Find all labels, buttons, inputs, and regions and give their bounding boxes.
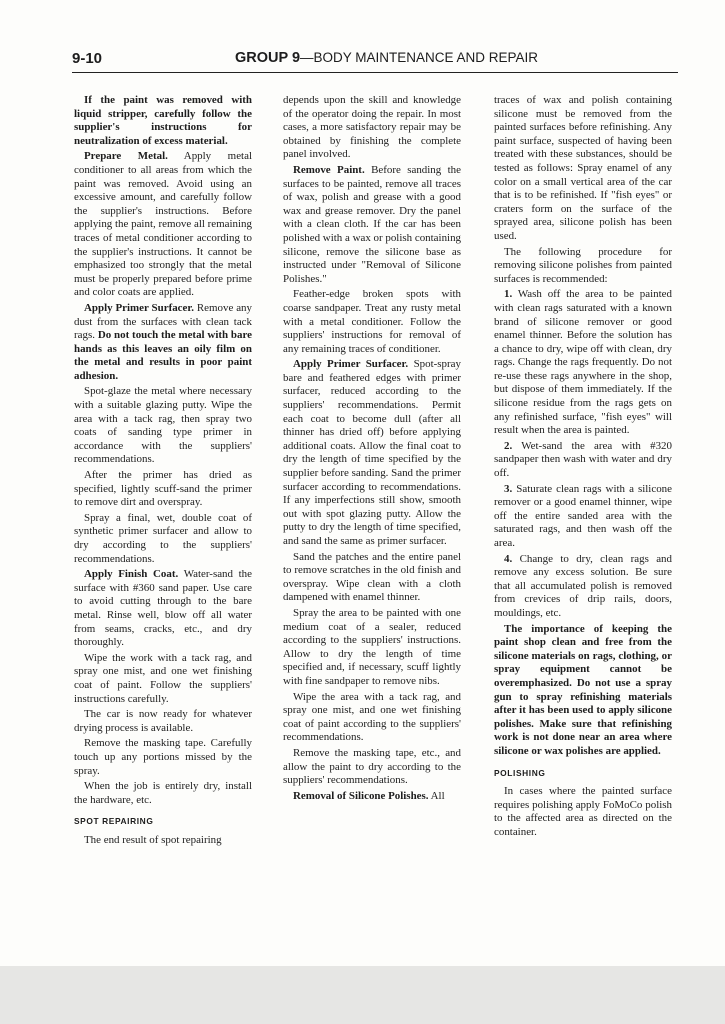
section-heading: POLISHING	[494, 767, 546, 778]
paragraph: Spot-glaze the metal where necessary with a suitable glazing putty. Wipe the area with a tack rag, then spray two coats of sanding type primer in accordance with the suppliers' recommendations.	[74, 385, 252, 466]
bold-note: If the paint was removed with liquid stripper, carefully follow the supplier's instructions for neutralization of excess material.	[74, 94, 252, 147]
text-column-1	[74, 94, 252, 849]
paragraph: The end result of spot repairing	[84, 833, 222, 846]
run-in-heading: Apply Primer Surfacer.	[293, 358, 409, 371]
paragraph: Remove the masking tape. Carefully touch up any portions missed by the spray.	[74, 737, 252, 777]
run-in-heading: Apply Finish Coat.	[84, 568, 179, 581]
run-in-heading: Remove Paint.	[293, 163, 365, 176]
step-number: 2.	[504, 439, 513, 452]
run-in-heading: Prepare Metal.	[84, 150, 168, 163]
paragraph: Wipe the area with a tack rag, and spray one mist, and one wet finishing coat of paint according to the suppliers' recommendations.	[283, 690, 461, 744]
paragraph: Apply Finish Coat. Water-sand the surface with #360 sand paper. Use care to avoid cutting through to the bare metal. Rinse well, blow off all water from seams, cracks, etc., and dry thoroughly.	[74, 568, 252, 649]
paragraph: Spray a final, wet, double coat of synthetic primer surfacer and allow to dry according to the suppliers' recommendations.	[74, 511, 252, 565]
numbered-step: 1. Wash off the area to be painted with clean rags saturated with a known brand of silicone remover or good enamel thinner. Before the solution has a chance to dry, wipe off with clean, dry rags. Change the rags frequently. Do not re-use these rags anywhere in the shop, but dispose of them immediately. If the silicone residue from the rags gets on any refinished surface, "fish eyes" will result when the area is painted.	[494, 288, 672, 437]
step-number: 3.	[504, 482, 513, 495]
text-column-2	[283, 94, 461, 805]
group-label: GROUP 9	[235, 50, 301, 66]
step-number: 1.	[504, 288, 513, 301]
group-title: —BODY MAINTENANCE AND REPAIR	[300, 50, 539, 65]
step-number: 4.	[504, 552, 513, 565]
bold-note: The importance of keeping the paint shop clean and free from the silicone materials on rags, clothing, or spray equipment cannot be overemphasized. Do not use a spray gun to spray refinishing materials after it has been used to apply silicone polishes. Make sure that refinishing work is not done near an area where silicone or wax polishes are applied.	[494, 622, 672, 757]
text-column-3	[494, 94, 672, 841]
paragraph: traces of wax and polish containing silicone must be removed from the painted surfaces before refinishing. Any paint surface, suspected of having been treated with these substances, should be tested as follows: Spray enamel of any color on a small vertical area of the car that is to be refinished. If "fish eyes" or craters form on the surface of the sprayed area, silicone polish has been used.	[494, 94, 672, 242]
paragraph	[494, 623, 672, 759]
paragraph: The car is now ready for whatever drying process is available.	[74, 708, 252, 734]
paragraph: Remove the masking tape, etc., and allow the paint to dry according to the suppliers' recommendations.	[283, 746, 461, 787]
paragraph: Apply Primer Surfacer. Remove any dust from the surfaces with clean tack rags. Do not touch the metal with bare hands as this leaves an oily film on the metal and results in poor paint adhesion.	[74, 301, 252, 382]
section-heading: SPOT REPAIRING	[74, 816, 154, 827]
paragraph: Spray the area to be painted with one medium coat of a sealer, reduced according to the suppliers' instructions. Allow to dry the length of time specified and, if necessary, scuff lightly with fine sandpaper to remove nibs.	[283, 606, 461, 687]
paragraph: Feather-edge broken spots with coarse sandpaper. Treat any rusty metal with a metal conditioner. Follow the suppliers' instructions for removal of any remaining traces of conditioner.	[283, 288, 461, 355]
run-in-heading: Removal of Silicone Polishes.	[293, 789, 429, 802]
paragraph: Sand the patches and the entire panel to remove scratches in the old finish and overspray. Wipe clean with a cloth dampened with enamel thinner.	[283, 550, 461, 604]
paragraph: Prepare Metal. Apply metal conditioner to all areas from which the paint was removed. Avoid using an excessive amount, and carefully follow the supplier's instructions. Before applying the paint, remove all remaining traces of metal conditioner according to the supplier's instructions. It cannot be emphasized too strongly that the metal must be properly prepared before prime and color coats are applied.	[74, 150, 252, 299]
bold-note: Do not touch the metal with bare hands as this leaves an oily film on the metal and results in poor paint adhesion.	[74, 329, 252, 382]
run-in-heading: Apply Primer Surfacer.	[84, 301, 194, 314]
paragraph: Wipe the work with a tack rag, and spray one mist, and one wet finishing coat of paint. Follow the suppliers' instructions carefully.	[74, 651, 252, 705]
numbered-step: 2. Wet-sand the area with #320 sandpaper then wash with water and dry off.	[494, 439, 672, 480]
paragraph: Remove Paint. Before sanding the surfaces to be painted, remove all traces of wax, polish and grease with a good wax and grease remover. Dry the panel with a clean cloth. If the car has been polished with a wax or polish containing silicone, remove the silicone base as instructed under "Removal of Silicone Polishes."	[283, 163, 462, 285]
paragraph: When the job is entirely dry, install the hardware, etc.	[74, 780, 252, 806]
numbered-step: 3. Saturate clean rags with a silicone remover or a good enamel thinner, wipe off the entire sanded area with the saturated rags, and then wash off the area.	[494, 482, 672, 549]
paragraph: Apply Primer Surfacer. Spot-spray bare and feathered edges with primer surfacer, reduced according to the suppliers' recommendations. Permit each coat to become dull (after all thinner has dried off) before applying additional coats. Allow the final coat to dry the length of time specified by the supplier before sanding. Sand the primer surfacer according to recommendations. If any imperfections still show, smooth out with spot glazing putty. Allow the putty to dry the length of time specified, and sand the same as primer surfacer.	[283, 358, 461, 547]
paragraph: After the primer has dried as specified, lightly scuff-sand the primer to remove dirt and overspray.	[74, 469, 252, 509]
paragraph: In cases where the painted surface requires polishing apply FoMoCo polish to the affected area as directed on the container.	[494, 785, 672, 838]
paragraph: The following procedure for removing silicone polishes from painted surfaces is recommended:	[494, 245, 672, 285]
paragraph: Removal of Silicone Polishes. All	[293, 789, 445, 802]
numbered-step: 4. Change to dry, clean rags and remove any excess solution. Be sure that all accumulated polish is removed from crevices of drip rails, doors, mouldings, etc.	[494, 552, 672, 619]
paragraph	[74, 94, 252, 148]
page-header	[72, 50, 678, 73]
page-title	[235, 50, 538, 66]
scan-footer-band	[0, 966, 725, 1024]
paragraph: depends upon the skill and knowledge of the operator doing the repair. In most cases, a more satisfactory repair may be obtained by finishing the complete panel involved.	[283, 94, 461, 161]
page-number: 9-10	[72, 50, 103, 67]
